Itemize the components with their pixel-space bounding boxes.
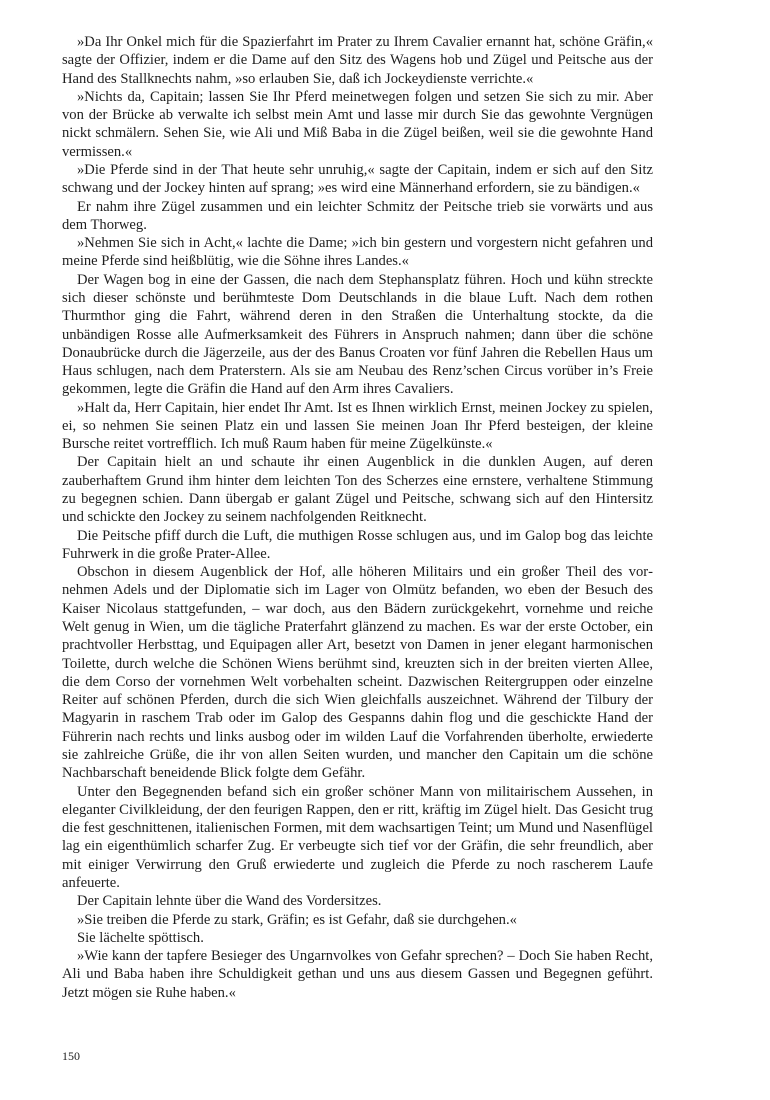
paragraph: Der Wagen bog in eine der Gassen, die nach dem Stephansplatz führen. Hoch und kühn streckte sich dieser schönste und berühmteste Dom Deutschlands in die blaue Luft. Nach dem rothen Thurmthor ging die Fahrt, während deren in den Straßen die Unterhaltung stockte, da die unbändigen Rosse alle Aufmerksamkeit des Führers in Anspruch nahmen; dann über die schöne Donaubrücke durch die Jägerzeile, aus der des Banus Croaten vor fünf Jahren die Rebellen Haus um Haus schlugen, nach dem Praterstern. Als sie am Neubau des Renz’schen Circus vorüber in’s Freie gekommen, legte die Gräfin die Hand auf den Arm ihres Cavaliers. xyxy=(62,271,653,398)
paragraph: »Da Ihr Onkel mich für die Spazierfahrt im Prater zu Ihrem Cavalier ernannt hat, schöne Gräfin,« sagte der Offizier, indem er die Dame auf den Sitz des Wagens hob und Zügel und Peitsche aus der Hand des Stallknechts nahm, »so erlauben Sie, daß ich Jockeydienste verrichte.« xyxy=(62,34,653,87)
paragraph: Die Peitsche pfiff durch die Luft, die muthigen Rosse schlugen aus, und im Galop bog das leichte Fuhrwerk in die große Prater-Allee. xyxy=(62,527,653,562)
paragraph: Sie lächelte spöttisch. xyxy=(77,929,204,946)
paragraph: »Nichts da, Capitain; lassen Sie Ihr Pferd meinetwegen folgen und setzen Sie sich zu mir. Aber von der Brücke ab verwalte ich selbst mein Amt und lasse mir durch Sie das gewohnte Vergnügen nickt schmälern. Sehen Sie, wie Ali und Miß Baba in die Zügel beißen, weil sie die gewohnte Hand vermissen.« xyxy=(62,88,653,160)
paragraph: Unter den Begegnenden befand sich ein großer schöner Mann von militairischem Aussehen, in eleganter Civilkleidung, der den feurigen Rappen, den er ritt, kräftig im Zügel hielt. Das Gesicht trug die fest geschnittenen, italienischen Formen, mit dem wachsartigen Teint; um Mund und Nasenflügel lag ein eigenthümlich scharfer Zug. Er verbeugte sich tief vor der Gräfin, die sehr freundlich, aber mit einiger Verwirrung den Gruß erwiederte und zugleich die Pferde zu noch rascherem Laufe anfeuerte. xyxy=(62,783,653,891)
paragraph: Er nahm ihre Zügel zusammen und ein leichter Schmitz der Peitsche trieb sie vorwärts und aus dem Thorweg. xyxy=(62,198,653,233)
paragraph: Obschon in diesem Augenblick der Hof, alle höheren Militairs und ein großer Theil des vornehmen Adels und der Diplomatie sich im Lager von Olmütz befanden, wo eben der Besuch des Kaiser Nicolaus stattgefunden, – war doch, aus den Bädern zurückgekehrt, vornehme und reiche Welt genug in Wien, um die tägliche Praterfahrt glänzend zu machen. Es war der erste October, ein prachtvoller Herbsttag, und Equipagen aller Art, besetzt von Damen in jener elegant harmonischen Toilette, durch welche die Schönen Wiens berühmt sind, kreuzten sich in der breiten vierten Allee, die dem Corso der vornehmen Welt vorbehalten scheint. Dazwischen Reitergruppen oder einzelne Reiter auf schönen Pferden, durch die sich Wien gleichfalls auszeichnet. Während der Tilbury der Magyarin in raschem Trab oder im Galop des Gespanns dahin flog und die geschickte Hand der Führerin nach rechts und links ausbog oder im wilden Lauf die Vorfahrenden überholte, erwiederte sie zahlreiche Grüße, die ihr von allen Seiten wurden, und mancher den Capitain um die schöne Nachbarschaft beneidende Blick folgte dem Gefähr. xyxy=(62,564,653,782)
paragraph: »Die Pferde sind in der That heute sehr unruhig,« sagte der Capitain, indem er sich auf den Sitz schwang und der Jockey hinten auf sprang; »es wird eine Männerhand erfordern, sie zu bändigen.« xyxy=(62,161,653,197)
paragraph: Der Capitain hielt an und schaute ihr einen Augenblick in die dunklen Augen, auf deren zauberhaftem Grund ihm hinter dem leichten Ton des Scherzes eine ernstere, verhaltene Stimmung zu begegnen schien. Dann übergab er galant Zügel und Peitsche, schwang sich auf den Hintersitz und schickte den Jockey zu seinem nachfolgenden Reitknecht. xyxy=(62,454,653,526)
paragraph: »Sie treiben die Pferde zu stark, Gräfin; es ist Gefahr, daß sie durchgehen.« xyxy=(77,911,517,928)
paragraph: »Nehmen Sie sich in Acht,« lachte die Dame; »ich bin gestern und vorgestern nicht gefahren und meine Pferde sind heißblütig, wie die Söhne ihres Landes.« xyxy=(62,235,653,270)
paragraph: »Wie kann der tapfere Besieger des Ungarnvolkes von Gefahr sprechen? – Doch Sie haben Recht, Ali und Baba haben ihre Schuldigkeit gethan und uns aus diesem Gassen und Begegnen geführt. Jetzt mögen sie Ruhe haben.« xyxy=(62,948,653,1001)
paragraph: »Halt da, Herr Capitain, hier endet Ihr Amt. Ist es Ihnen wirklich Ernst, meinen Jockey zu spielen, ei, so nehmen Sie seinen Platz ein und lassen Sie meinen Joan Ihr Pferd besteigen, der kleine Bursche reitet vortrefflich. Ich muß Raum haben für meine Zügelkünste.« xyxy=(62,399,653,453)
book-page-text xyxy=(62,33,653,1002)
paragraph: Der Capitain lehnte über die Wand des Vordersitzes. xyxy=(77,893,382,910)
page-number: 150 xyxy=(62,1049,80,1063)
